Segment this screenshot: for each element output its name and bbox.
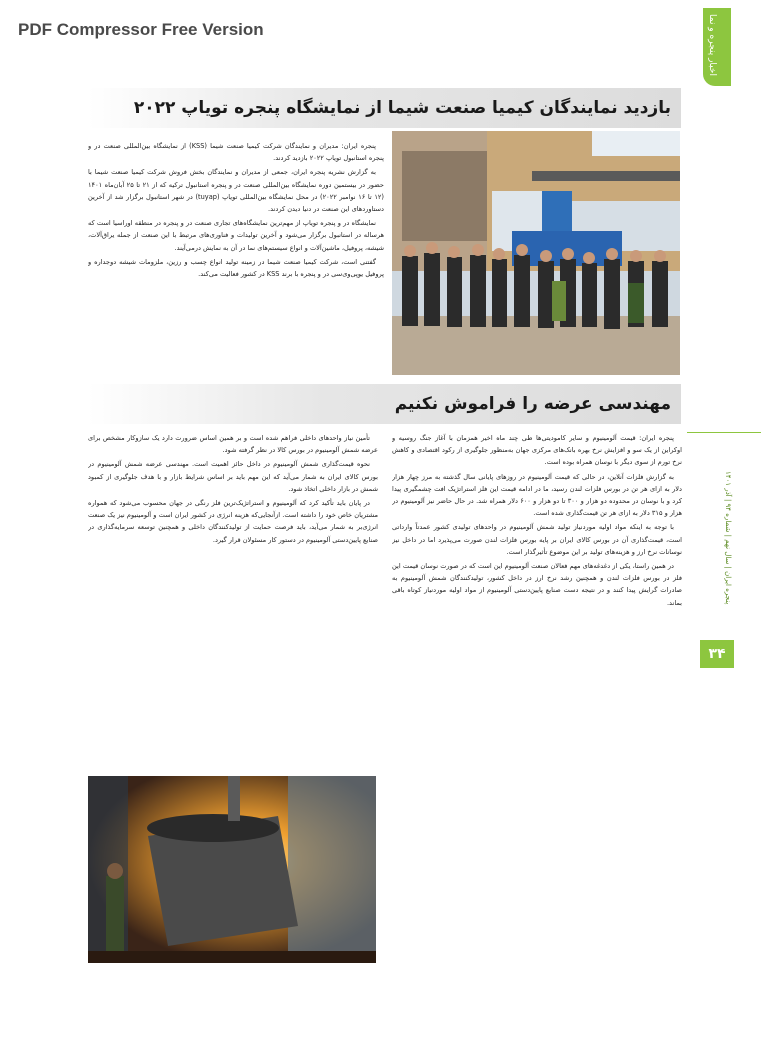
article-1-paragraph: پنجره ایران: مدیران و نمایندگان شرکت کیمیا صنعت شیما (KSS) از نمایشگاه بین‌المللی صنعت در و پنجره استانبول تویاپ ۲۰۲۲ بازدید کردند. [88, 142, 384, 163]
sidebar-divider [687, 432, 761, 433]
group-photo-illustration [392, 131, 680, 375]
page-number: ۳۴ [700, 640, 734, 668]
article-2-column-right [392, 432, 682, 964]
group-photo-exhibition [392, 131, 680, 375]
issue-label: پنجره ایران | سال نهم | شماره ۹۴ | آذر ۱۴۰۱ [724, 470, 732, 604]
article-1-title: بازدید نمایندگان کیمیا صنعت شیما از نمایشگاه پنجره تویاپ ۲۰۲۲ [133, 98, 671, 118]
article-1-paragraph: نمایشگاه در و پنجره تویاپ از مهم‌ترین نمایشگاه‌های تجاری صنعت در و پنجره در منطقه اوراسیا است که هرساله در استانبول برگزار می‌شود و آخرین تولیدات و فناوری‌های مرتبط با این صنعت از جمله یراق‌آلات، شیشه، پروفیل، ماشین‌آلات و انواع سیستم‌های نما در آن به نمایش درمی‌آیند. [88, 219, 384, 252]
article-2-header [88, 384, 681, 424]
section-tab-label: اخبار پنجره و نما [707, 14, 717, 76]
watermark: PDF Compressor Free Version [18, 20, 264, 39]
section-tab [703, 8, 731, 86]
foundry-illustration [88, 776, 376, 963]
article-1-header [88, 88, 681, 128]
article-2-title: مهندسی عرضه را فراموش نکنیم [394, 394, 671, 414]
article-2-paragraph: پنجره ایران: قیمت آلومینیوم و سایر کامودیتی‌ها طی چند ماه اخیر همزمان با آغاز جنگ روسیه و اوکراین از یک سو و افزایش نرخ بهره بانک‌های مرکزی جهان به‌منظور جلوگیری از رکود اقتصادی و کاهش نرخ تورم از سوی دیگر با نوسان همراه بوده است. [392, 434, 682, 467]
article-2-paragraph: نحوه قیمت‌گذاری شمش آلومینیوم در داخل حائز اهمیت است. مهندسی عرضه شمش آلومینیوم در بورس کالای ایران به شمار می‌آید که این مهم باید بر اساس شرایط بازار و با هدف جلوگیری از کمبود شمش در بازار داخلی اتخاذ شود. [88, 460, 378, 493]
article-2-paragraph: در پایان باید تأکید کرد که آلومینیوم و استراتژیک‌ترین فلز رنگی در جهان محسوب می‌شود که همواره مشتریان خاص خود را داشته است. ازآنجایی‌که هزینه انرژی در کشور ایران است و آلومینیوم نیز یک صنعت انرژی‌بر به شمار می‌آید، باید فرصت حمایت از تولیدکنندگان داخلی و همچنین توسعه سرمایه‌گذاری در صنایع پایین‌دستی آلومینیوم در دستور کار مسئولان قرار گیرد. [88, 499, 378, 544]
article-1-paragraph: به گزارش نشریه پنجره ایران، جمعی از مدیران و نمایندگان بخش فروش شرکت کیمیا صنعت شیما با حضور در بیستمین دوره نمایشگاه بین‌المللی صنعت در و پنجره استانبول ترکیه که از ۲۱ تا ۲۵ آبان‌ماه ۱۴۰۱ (۱۲ تا ۱۶ نوامبر ۲۰۲۲) در محل نمایشگاه بین‌المللی تویاپ (tuyap) در شهر استانبول برگزار شد از آخرین دستاوردهای این صنعت در دنیا دیدن کردند. [88, 168, 384, 214]
article-2-paragraph: در همین راستا، یکی از دغدغه‌های مهم فعالان صنعت آلومینیوم این است که در صورت نوسان قیمت این فلز در بورس فلزات لندن و همچنین رشد نرخ ارز در داخل کشور، تولیدکنندگان شمش آلومینیوم به صادرات گرایش پیدا کنند و در نتیجه دست صنایع پایین‌دستی آلومینیوم از مواد اولیه موردنیاز کوتاه باقی بماند. [392, 562, 682, 607]
foundry-photo [88, 776, 376, 963]
article-2-paragraph: با توجه به اینکه مواد اولیه موردنیاز تولید شمش آلومینیوم در واحدهای تولیدی کشور عمدتاً وارداتی است، قیمت‌گذاری آن در بورس کالای ایران بر پایه بورس فلزات لندن صورت می‌پذیرد اما در داخل نیز نوسانات نرخ ارز و هزینه‌های تولید بر این موضوع تأثیرگذار است. [392, 523, 682, 556]
article-2-column-left [88, 432, 378, 768]
article-2-paragraph: به گزارش فلزات آنلاین، در حالی که قیمت آلومینیوم در روزهای پایانی سال گذشته به مرز چهار هزار دلار به ازای هر تن در بورس فلزات لندن رسید، ما در ادامه قیمت این فلز استراتژیک افت چشمگیری پیدا کرد و با نوسان در محدوده دو هزار و ۳۰۰ تا دو هزار و ۶۰۰ دلار همراه شد. در حال حاضر نیز آلومینیوم در هزار و ۳۱۵ دلار به ازای هر تن قیمت‌گذاری شده است. [392, 472, 682, 518]
article-2-paragraph: تأمین نیاز واحدهای داخلی فراهم شده است و بر همین اساس ضرورت دارد یک سازوکار مشخص برای عرضه شمش آلومینیوم در بورس کالا در نظر گرفته شود. [88, 434, 378, 455]
article-1-paragraph: گفتنی است، شرکت کیمیا صنعت شیما در زمینه تولید انواع چسب و رزین، ملزومات شیشه دوجداره و پروفیل یو‌پی‌وی‌سی در و پنجره با برند KSS در کشور فعالیت می‌کند. [88, 257, 384, 279]
article-1-text [88, 140, 384, 375]
